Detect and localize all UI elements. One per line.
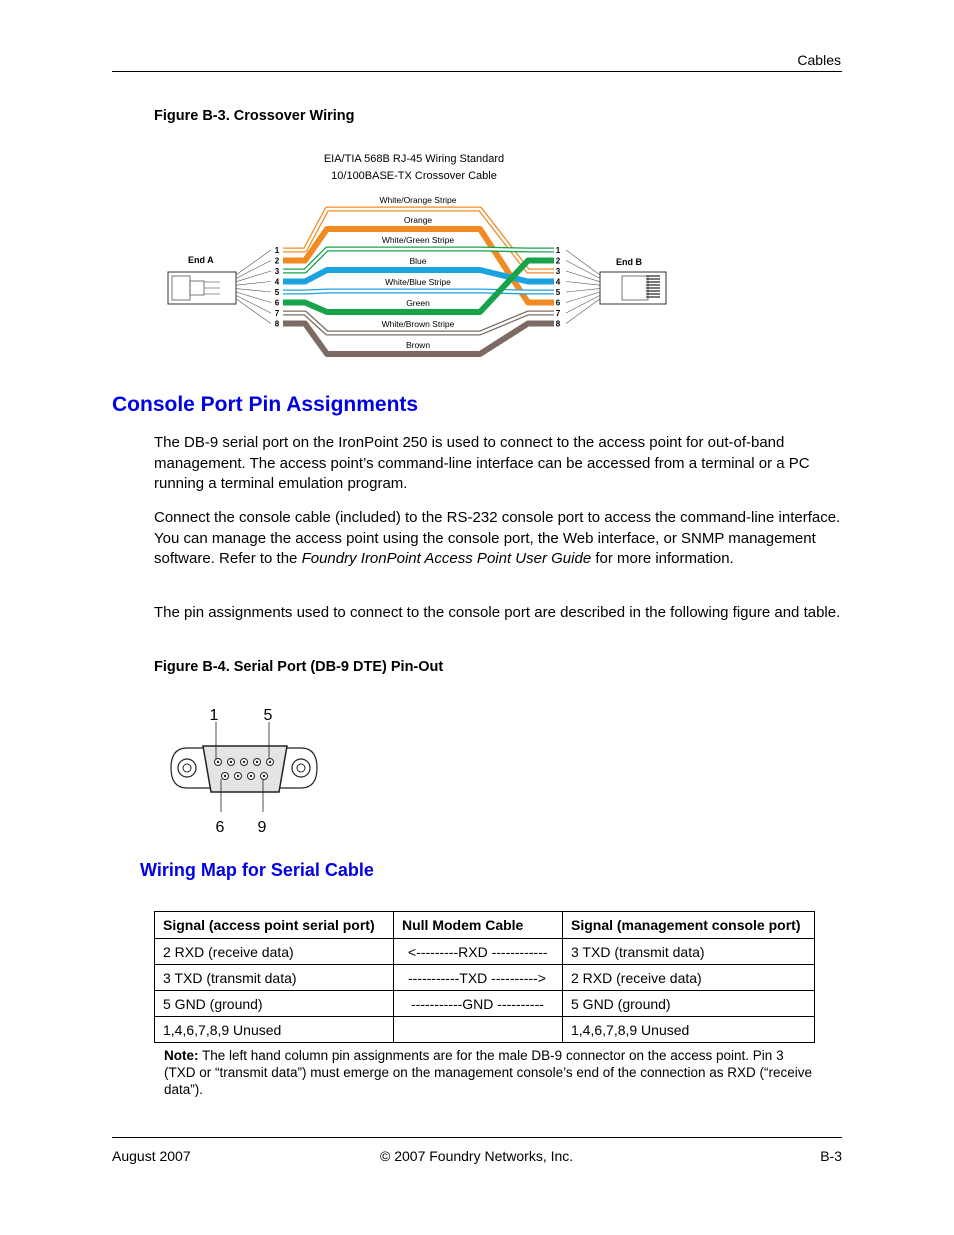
- figure-b3-title-line2: 10/100BASE-TX Crossover Cable: [331, 170, 497, 182]
- pin-5-label: 5: [263, 707, 273, 724]
- db9-pinout-figure: [165, 700, 325, 840]
- end-b-fan-line: [566, 271, 600, 282]
- table-row: [155, 1017, 815, 1043]
- end-a-fan-line: [236, 289, 271, 292]
- wire-bundle: [283, 195, 554, 354]
- table-cell: 1,4,6,7,8,9 Unused: [563, 1017, 815, 1043]
- table-row: [155, 939, 815, 965]
- end-a-label: End A: [188, 255, 214, 265]
- end-a-pin-label: 6: [274, 298, 280, 308]
- note-text: The left hand column pin assignments are for the male DB-9 connector on the access point. Pin 3 (TXD or “transmit data”) must emerge on the management console’s end of the connection as RXD (“receive data”).: [164, 1048, 813, 1097]
- paragraph-3: The pin assignments used to connect to the console port are described in the following figure and table.: [154, 604, 841, 621]
- end-b-pin-label: 7: [555, 309, 561, 318]
- end-a-pin-label: 2: [274, 256, 280, 266]
- table-cell: 2 RXD (receive data): [155, 939, 394, 965]
- running-header: Cables: [797, 52, 841, 68]
- wire-label: Green: [406, 298, 430, 308]
- wire-label: White/Orange Stripe: [379, 195, 457, 205]
- footer-rule: [112, 1137, 842, 1138]
- end-a-pin-label: 7: [274, 309, 280, 318]
- footer-date: August 2007: [112, 1148, 191, 1164]
- table-cell: <---------RXD ------------: [394, 939, 563, 965]
- end-b-fan-line: [566, 299, 600, 324]
- wiring-map-table: [154, 911, 815, 1043]
- end-b-fan-line: [566, 295, 600, 313]
- paragraph-2-text-a: Connect the console cable (included) to the RS-232 console port to access the command-line interface. You can manage the access point using the console port, the Web interface, or SNMP management software. Refer to the: [154, 509, 841, 567]
- pin-1-label: 1: [209, 707, 219, 724]
- note-label: Note:: [164, 1048, 199, 1063]
- end-b-pin-label: 6: [555, 298, 561, 308]
- pin-9-label: 9: [257, 819, 267, 836]
- table-cell: 2 RXD (receive data): [563, 965, 815, 991]
- end-a-fan-line: [236, 299, 271, 324]
- footer-copyright: © 2007 Foundry Networks, Inc.: [380, 1148, 574, 1164]
- table-row: [155, 965, 815, 991]
- end-a-pin-label: 3: [274, 267, 280, 276]
- end-a-pin-label: 8: [274, 319, 280, 329]
- end-b-connector: [600, 272, 666, 304]
- table-header-cell: Signal (access point serial port): [155, 912, 394, 939]
- end-b-pin-numbers: [556, 246, 600, 329]
- end-b-pin-label: 8: [555, 319, 561, 329]
- wire-label: White/Blue Stripe: [385, 277, 451, 287]
- header-rule: [112, 71, 842, 72]
- table-cell: -----------GND ----------: [394, 991, 563, 1017]
- end-a-pin-label: 4: [274, 277, 280, 287]
- table-header-cell: Null Modem Cable: [394, 912, 563, 939]
- user-guide-title: Foundry IronPoint Access Point User Guide: [301, 550, 592, 567]
- table-cell: 5 GND (ground): [155, 991, 394, 1017]
- paragraph-1: The DB-9 serial port on the IronPoint 250 is used to connect to the access point for out-of-band management. The access point’s command-line interface can be accessed from a terminal or a PC running a terminal emulation program.: [154, 434, 810, 492]
- table-cell: [394, 1017, 563, 1043]
- figure-b3-caption: Figure B-3. Crossover Wiring: [154, 108, 355, 124]
- end-b-pin-label: 2: [555, 256, 561, 266]
- end-b-pin-label: 1: [555, 246, 561, 255]
- crossover-wiring-figure: [160, 145, 680, 370]
- footer-page-number: B-3: [820, 1148, 842, 1164]
- end-a-fan-line: [236, 250, 271, 275]
- wire-stripe: [283, 291, 554, 292]
- wire-label: Brown: [405, 340, 431, 350]
- wire-label: White/Green Stripe: [381, 235, 455, 245]
- end-a-pin-numbers: [236, 246, 280, 329]
- wire-label: Orange: [403, 215, 433, 225]
- end-a-connector: [168, 272, 236, 304]
- table-cell: -----------TXD ---------->: [394, 965, 563, 991]
- note-block: [164, 1047, 814, 1098]
- table-cell: 3 TXD (transmit data): [155, 965, 394, 991]
- end-a-fan-line: [236, 295, 271, 313]
- end-b-label: End B: [616, 257, 642, 267]
- end-a-fan-line: [236, 282, 271, 286]
- table-cell: 5 GND (ground): [563, 991, 815, 1017]
- end-b-fan-line: [566, 292, 600, 303]
- table-cell: 1,4,6,7,8,9 Unused: [155, 1017, 394, 1043]
- paragraph-2: [154, 508, 844, 570]
- paragraph-2-text-b: for more information.: [591, 550, 734, 567]
- end-a-pin-label: 1: [274, 246, 280, 255]
- end-b-fan-line: [566, 282, 600, 286]
- end-a-fan-line: [236, 261, 271, 279]
- table-cell: 3 TXD (transmit data): [563, 939, 815, 965]
- table-row: [155, 991, 815, 1017]
- pin-6-label: 6: [215, 819, 225, 836]
- end-b-pin-label: 3: [555, 267, 561, 276]
- end-a-fan-line: [236, 292, 271, 303]
- end-b-pin-label: 4: [555, 277, 561, 287]
- end-b-fan-line: [566, 250, 600, 275]
- end-a-pin-label: 5: [274, 288, 280, 297]
- wire-label: White/Brown Stripe: [381, 319, 455, 329]
- table-header-cell: Signal (management console port): [563, 912, 815, 939]
- figure-b3-title-line1: EIA/TIA 568B RJ-45 Wiring Standard: [323, 153, 505, 165]
- end-b-fan-line: [566, 289, 600, 292]
- end-a-fan-line: [236, 271, 271, 282]
- table-header-row: [155, 912, 815, 939]
- subsection-title: Wiring Map for Serial Cable: [140, 860, 374, 880]
- end-b-fan-line: [566, 261, 600, 279]
- wire-label: Blue: [409, 256, 427, 266]
- figure-b4-caption: Figure B-4. Serial Port (DB-9 DTE) Pin-Out: [154, 659, 444, 675]
- end-b-pin-label: 5: [555, 288, 561, 297]
- section-title: Console Port Pin Assignments: [112, 393, 419, 416]
